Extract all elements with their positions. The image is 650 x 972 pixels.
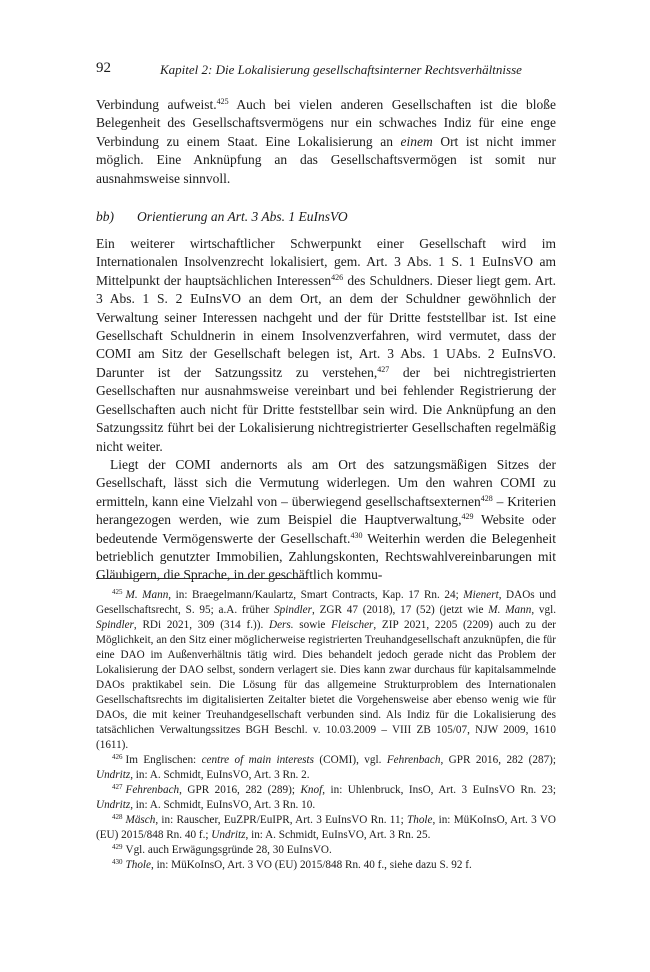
author: Thole	[407, 814, 433, 826]
author: Mäsch	[125, 814, 156, 826]
author: Knof	[300, 784, 323, 796]
section-heading	[96, 208, 556, 226]
text-run: , in: MüKoInsO, Art. 3 VO (EU) 2015/848 Rn. 40 f., siehe dazu S. 92 f.	[150, 859, 472, 871]
text-run: , GPR 2016, 282 (289);	[179, 784, 301, 796]
footnote-separator	[96, 578, 308, 579]
paragraph-1	[96, 96, 556, 188]
footnote-ref-430[interactable]: 430	[350, 530, 363, 540]
footnote-425	[96, 588, 556, 753]
page-number: 92	[96, 60, 111, 76]
text-run: , DAOs und Gesellschaftsrecht, S. 95; a.A. früher	[96, 589, 556, 616]
text-run: Ort ist nicht immer möglich. Eine Anknüpfung an das Gesellschaftsvermögen ist somit nur ausnahmsweise sinnvoll.	[96, 133, 556, 186]
text-run: Verbindung aufweist.	[96, 97, 217, 112]
text-run: , in: Braegelmann/Kaulartz, Smart Contracts, Kap. 17 Rn. 24;	[168, 589, 464, 601]
footnote-number: 427	[112, 783, 123, 791]
text-run: , in: Uhlenbruck, InsO, Art. 3 EuInsVO Rn. 23;	[322, 784, 557, 796]
footnote-428	[96, 813, 556, 843]
footnote-ref-427[interactable]: 427	[377, 364, 390, 374]
text-run: Auch bei vielen anderen Gesellschaften ist die bloße Belegenheit des Gesellschaftsvermögens nur ein schwaches Indiz für eine enge Verbindung zu einem Staat. Eine Lokalisierung an	[96, 97, 556, 149]
text-run: Liegt der COMI andernorts als am Ort des satzungsmäßigen Sitzes der Gesellschaft, lässt sich die Vermutung widerlegen. Um den wahren COMI zu ermitteln, kann eine Vielzahl von – überwiegend gesellschaftsexternen	[96, 456, 556, 509]
main-text	[96, 96, 556, 585]
footnote-number: 425	[112, 588, 123, 596]
footnote-ref-425[interactable]: 425	[216, 97, 229, 106]
author: Thole	[125, 859, 151, 871]
author: Fleischer	[331, 619, 374, 631]
text-run: , in: Rauscher, EuZPR/EuIPR, Art. 3 EuInsVO Rn. 11;	[155, 814, 407, 826]
text-run: – Kriterien herangezogen werden, wie zum Beispiel die Hauptverwaltung,	[96, 493, 556, 528]
text-run: Website oder bedeutende Vermögenswerte der Gesellschaft.	[96, 512, 556, 546]
emphasis: einem	[400, 133, 433, 149]
footnote-426	[96, 753, 556, 783]
running-title: Kapitel 2: Die Lokalisierung gesellschaftsinterner Rechtsverhältnisse	[160, 62, 522, 77]
text-run: , GPR 2016, 282 (287);	[440, 754, 556, 766]
footnote-number: 429	[112, 843, 123, 851]
text-run: , in: A. Schmidt, EuInsVO, Art. 3 Rn. 10.	[130, 799, 316, 811]
footnote-ref-426[interactable]: 426	[331, 272, 344, 282]
author: Ders.	[269, 619, 294, 631]
section-number: bb)	[96, 209, 114, 225]
text-run: , vgl.	[531, 604, 556, 616]
footnotes	[96, 588, 556, 873]
author: Spindler	[96, 619, 134, 631]
author: Undritz	[211, 829, 246, 841]
paragraph-2	[96, 235, 556, 456]
text-run: Ein weiterer wirtschaftlicher Schwerpunkt einer Gesellschaft wird im Internationalen Insolvenzrecht lokalisiert, gem. Art. 3 Abs. 1 S. 1 EuInsVO am Mittelpunkt der hauptsächlichen Interessen	[96, 236, 556, 288]
footnote-429	[96, 843, 556, 858]
footnote-number: 428	[112, 813, 123, 821]
footnote-number: 426	[112, 753, 123, 761]
text-run: , in: MüKoInsO, Art. 3 VO (EU) 2015/848 Rn. 40 f.;	[96, 814, 557, 841]
author: Mienert	[463, 589, 499, 601]
text-run: der bei nichtregistrierten Gesellschaften nur ausnahmsweise vereinbart und bei fehlender Registrierung der Gesellschaften auch nicht für Dritte feststellbar sein wird. Die Anknüpfung an den Satzungssitz führt bei der Lokalisierung nichtregistrierter Gesellschaften regelmäßig nicht weiter.	[96, 364, 556, 454]
author: M. Mann	[488, 604, 532, 616]
text-run: , ZIP 2021, 2205 (2209) auch zu der Möglichkeit, an den Sitz einer möglicherweise registrierten Treuhandgesellschaft anzuknüpfen, die für eine DAO im Außenverhältnis tätig wird. Dies behandelt jedoch gerade nicht das Problem der Lokalisierung der DAO selbst, sondern verlagert sie. Dies kann zwar durchaus für kapitalsammelnde DAOs praktikabel sein. Die Lösung für das allgemeine Strukturproblem des Internationalen Gesellschaftsrechts im digitalisierten Zeitalter bietet die Vorgehensweise aber ebenso wenig wie für DAOs, die mit keiner Treuhandgesellschaft verbunden sind. Als Indiz für die Lokalisierung des tatsächlichen Verwaltungssitzes BGH Beschl. v. 10.03.2009 – VIII ZB 105/07, NJW 2009, 1610 (1611).	[96, 619, 557, 751]
author: Spindler	[274, 604, 312, 616]
author: Undritz	[96, 799, 131, 811]
text-run: (COMI), vgl.	[313, 754, 387, 766]
author: Fehrenbach	[125, 784, 180, 796]
text-run: Vgl. auch Erwägungsgründe 28, 30 EuInsVO.	[125, 844, 332, 856]
text-run: , in: A. Schmidt, EuInsVO, Art. 3 Rn. 2.	[130, 769, 310, 781]
emphasis: centre of main interests	[201, 754, 314, 766]
footnote-ref-428[interactable]: 428	[480, 493, 493, 503]
paragraph-3	[96, 456, 556, 585]
text-run: sowie	[293, 619, 332, 631]
footnote-427	[96, 783, 556, 813]
footnote-ref-429[interactable]: 429	[461, 512, 474, 522]
section-title: Orientierung an Art. 3 Abs. 1 EuInsVO	[137, 209, 348, 225]
running-header	[96, 60, 556, 80]
footnote-430	[96, 858, 556, 873]
text-run: des Schuldners. Dieser liegt gem. Art. 3 Abs. 1 S. 2 EuInsVO an dem Ort, an dem der Schuldner gewöhnlich der Verwaltung seiner Interessen nachgeht und der für Dritte feststellbar ist. Ist eine Gesellschaft Schuldnerin in einem Insolvenzverfahren, wird vermutet, dass der COMI am Sitz der Gesellschaft belegen ist, Art. 3 Abs. 1 UAbs. 2 EuInsVO. Darunter ist der Satzungssitz zu verstehen,	[96, 272, 556, 380]
text-run: , RDi 2021, 309 (314 f.)).	[133, 619, 269, 631]
footnote-number: 430	[112, 858, 123, 866]
text-run: Im Englischen:	[125, 754, 202, 766]
text-run: , in: A. Schmidt, EuInsVO, Art. 3 Rn. 25.	[245, 829, 431, 841]
author: Fehrenbach	[386, 754, 441, 766]
text-run: , ZGR 47 (2018), 17 (52) (jetzt wie	[311, 604, 489, 616]
author: Undritz	[96, 769, 131, 781]
text-run: Weiterhin werden die Belegenheit betrieblich genutzter Immobilien, Zahlungskonten, Rechtswahlvereinbarungen mit Gläubigern, die Sprache, in der geschäftlich kommu-	[96, 530, 556, 583]
author: M. Mann	[125, 589, 169, 601]
